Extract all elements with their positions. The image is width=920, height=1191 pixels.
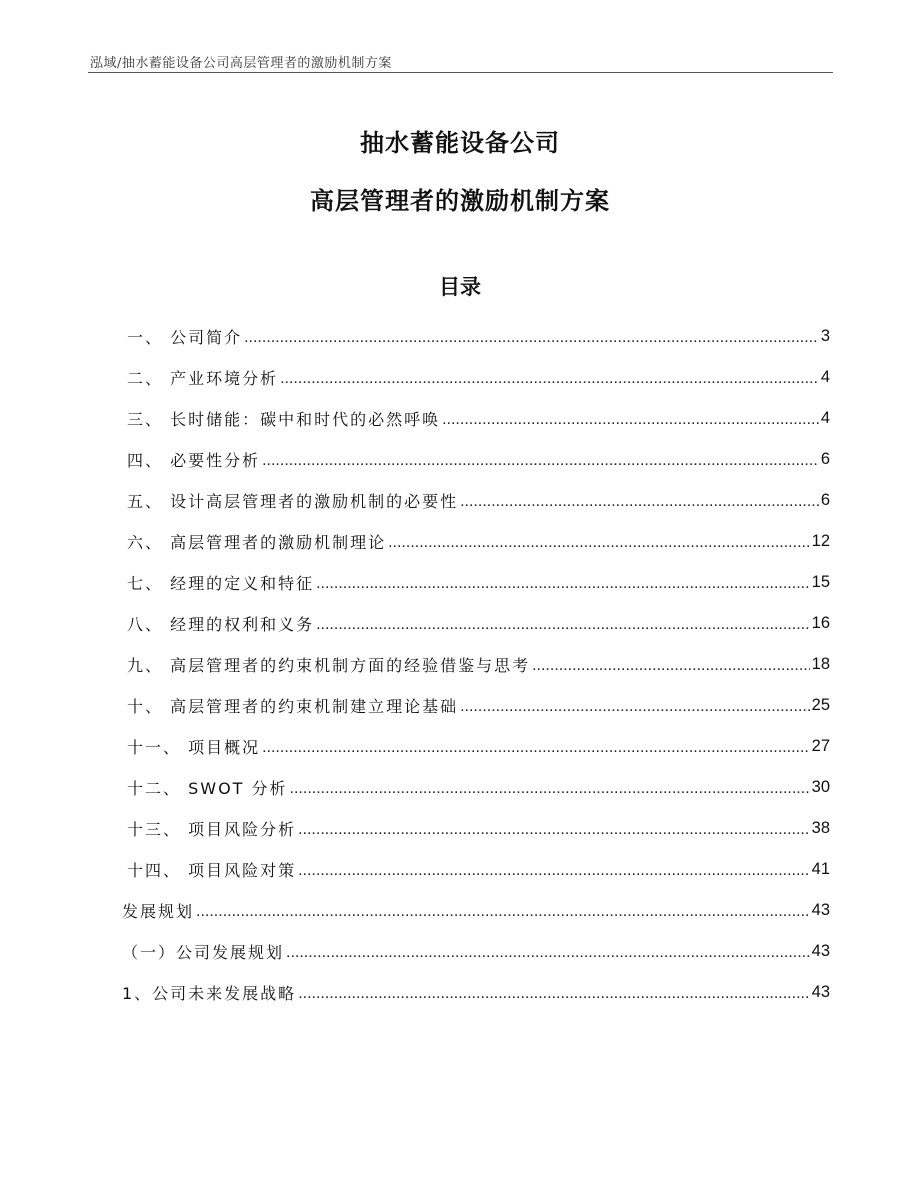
toc-entry-label: 四、 必要性分析 — [127, 451, 261, 470]
toc-entry[interactable] — [127, 480, 830, 521]
toc-entry[interactable] — [127, 808, 830, 849]
toc-dot-leader — [244, 327, 819, 347]
toc-entry-page: 38 — [811, 819, 830, 837]
toc-dot-leader — [286, 942, 810, 962]
toc-entry-page: 6 — [820, 450, 830, 468]
toc-dot-leader — [388, 532, 810, 552]
toc-entry-page: 25 — [811, 696, 830, 714]
document-title-line-2: 高层管理者的激励机制方案 — [310, 187, 610, 215]
toc-entry-page: 43 — [811, 942, 830, 960]
toc-entry-page: 30 — [811, 778, 830, 796]
toc-entry[interactable] — [127, 562, 830, 603]
header-divider — [88, 72, 833, 73]
toc-entry[interactable] — [122, 972, 830, 1013]
toc-dot-leader — [316, 614, 810, 634]
toc-entry-label: 六、 高层管理者的激励机制理论 — [127, 533, 387, 552]
toc-entry[interactable] — [127, 767, 830, 808]
toc-entry-label: 八、 经理的权利和义务 — [127, 615, 315, 634]
toc-entry-page: 16 — [811, 614, 830, 632]
toc-entry-page: 3 — [820, 327, 830, 345]
toc-entry[interactable] — [127, 685, 830, 726]
toc-dot-leader — [280, 368, 819, 388]
toc-entry[interactable] — [122, 890, 830, 931]
toc-entry-page: 41 — [811, 860, 830, 878]
toc-dot-leader — [532, 655, 810, 675]
toc-entry[interactable] — [127, 849, 830, 890]
toc-entry[interactable] — [127, 439, 830, 480]
toc-entry-label: 十四、 项目风险对策 — [127, 861, 297, 880]
toc-entry-label: （一）公司发展规划 — [122, 943, 285, 962]
toc-entry[interactable] — [122, 931, 830, 972]
toc-dot-leader — [460, 696, 810, 716]
toc-entry[interactable] — [127, 644, 830, 685]
toc-entry-label: 十二、 SWOT 分析 — [127, 779, 288, 798]
toc-entry-label: 九、 高层管理者的约束机制方面的经验借鉴与思考 — [127, 656, 531, 675]
toc-entry-page: 4 — [820, 409, 830, 427]
toc-entry-label: 五、 设计高层管理者的激励机制的必要性 — [127, 492, 459, 511]
toc-entry[interactable] — [127, 398, 830, 439]
document-title-line-1: 抽水蓄能设备公司 — [360, 129, 560, 157]
toc-entry-label: 十三、 项目风险分析 — [127, 820, 297, 839]
toc-entry-label: 十、 高层管理者的约束机制建立理论基础 — [127, 697, 459, 716]
toc-entry-page: 4 — [820, 368, 830, 386]
toc-dot-leader — [262, 737, 810, 757]
toc-heading: 目录 — [439, 275, 481, 299]
toc-entry-page: 12 — [811, 532, 830, 550]
toc-entry-label: 三、 长时储能：碳中和时代的必然呼唤 — [127, 410, 441, 429]
toc-dot-leader — [196, 901, 810, 921]
toc-dot-leader — [298, 819, 810, 839]
running-header: 泓域/抽水蓄能设备公司高层管理者的激励机制方案 — [90, 56, 392, 71]
toc-dot-leader — [298, 983, 809, 1003]
toc-dot-leader — [290, 778, 810, 798]
toc-dot-leader — [442, 409, 819, 429]
toc-dot-leader — [460, 491, 819, 511]
toc-dot-leader — [298, 860, 810, 880]
toc-entry-page: 18 — [811, 655, 830, 673]
toc-entry[interactable] — [127, 603, 830, 644]
toc-entry[interactable] — [127, 521, 830, 562]
toc-entry-page: 43 — [811, 901, 830, 919]
toc-entry[interactable] — [127, 357, 830, 398]
toc-entry-label: 七、 经理的定义和特征 — [127, 574, 315, 593]
toc-entry-page: 27 — [811, 737, 830, 755]
toc-dot-leader — [262, 450, 819, 470]
toc-entry-page: 6 — [820, 491, 830, 509]
toc-entry-label: 1、公司未来发展战略 — [122, 984, 297, 1003]
table-of-contents — [122, 316, 830, 1013]
toc-entry-label: 一、 公司简介 — [127, 328, 243, 347]
toc-entry-label: 二、 产业环境分析 — [127, 369, 279, 388]
toc-entry-label: 十一、 项目概况 — [127, 738, 261, 757]
toc-entry-page: 15 — [811, 573, 830, 591]
toc-entry-page: 43 — [811, 983, 830, 1001]
toc-entry[interactable] — [127, 316, 830, 357]
toc-entry[interactable] — [127, 726, 830, 767]
toc-entry-label: 发展规划 — [122, 902, 195, 921]
toc-dot-leader — [316, 573, 810, 593]
